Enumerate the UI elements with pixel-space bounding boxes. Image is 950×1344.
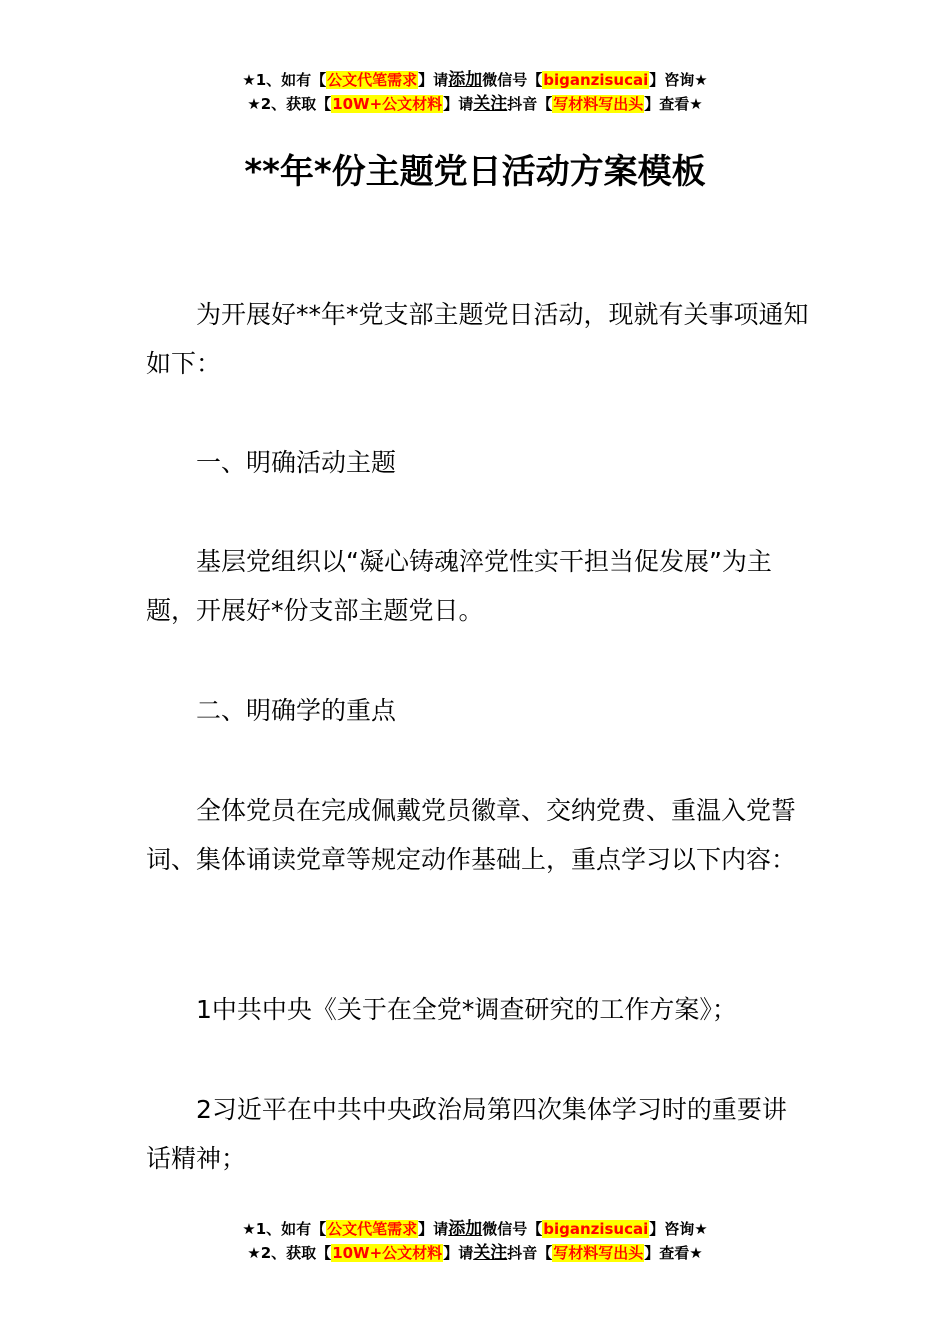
banner-text: ★1、如有【: [242, 1220, 327, 1238]
banner-emphasis: 添加: [448, 1219, 483, 1239]
banner-highlight: 写材料写出头: [553, 1244, 644, 1262]
banner-highlight: 公文代笔需求: [327, 1220, 418, 1238]
banner-text: 】请: [418, 1220, 449, 1238]
banner-highlight: 公文代笔需求: [327, 71, 418, 89]
banner-text: 】请: [443, 95, 474, 113]
banner-emphasis: 添加: [448, 70, 483, 90]
footer-banner: [0, 1217, 950, 1265]
banner-text: 】查看★: [644, 95, 703, 113]
header-banner: [0, 68, 950, 116]
banner-text: ★2、获取【: [247, 95, 332, 113]
banner-text: ★2、获取【: [247, 1244, 332, 1262]
banner-highlight: 10W+公文材料: [332, 1244, 443, 1262]
banner-text: 微信号【: [482, 1220, 543, 1238]
banner-emphasis: 关注: [473, 94, 508, 114]
banner-text: ★1、如有【: [242, 71, 327, 89]
banner-line-1: [0, 1217, 950, 1241]
banner-line-2: [0, 92, 950, 116]
banner-line-1: [0, 68, 950, 92]
paragraph-study: 全体党员在完成佩戴党员徽章、交纳党费、重温入党誓词、集体诵读党章等规定动作基础上，重点学习以下内容：: [146, 796, 797, 874]
banner-text: 】咨询★: [649, 71, 708, 89]
banner-line-2: [0, 1241, 950, 1265]
banner-text: 】请: [418, 71, 449, 89]
section-heading-1: 一、明确活动主题: [196, 448, 397, 477]
banner-text: 】咨询★: [649, 1220, 708, 1238]
document-title: **年*份主题党日活动方案模板: [244, 152, 706, 192]
banner-highlight: biganzisucai: [543, 1220, 649, 1238]
banner-highlight: 10W+公文材料: [332, 95, 443, 113]
list-item-2: 2习近平在中共中央政治局第四次集体学习时的重要讲话精神；: [146, 1095, 787, 1173]
banner-highlight: biganzisucai: [543, 71, 649, 89]
banner-emphasis: 关注: [473, 1243, 508, 1263]
banner-highlight: 写材料写出头: [553, 95, 644, 113]
banner-text: 抖音【: [507, 95, 553, 113]
banner-text: 】查看★: [644, 1244, 703, 1262]
paragraph-theme: 基层党组织以“凝心铸魂淬党性实干担当促发展”为主题，开展好*份支部主题党日。: [146, 547, 772, 625]
list-item-1: 1中共中央《关于在全党*调查研究的工作方案》；: [196, 995, 737, 1024]
banner-text: 微信号【: [482, 71, 543, 89]
paragraph-intro: 为开展好**年*党支部主题党日活动，现就有关事项通知如下：: [146, 300, 809, 378]
banner-text: 抖音【: [507, 1244, 553, 1262]
banner-text: 】请: [443, 1244, 474, 1262]
section-heading-2: 二、明确学的重点: [196, 696, 397, 725]
